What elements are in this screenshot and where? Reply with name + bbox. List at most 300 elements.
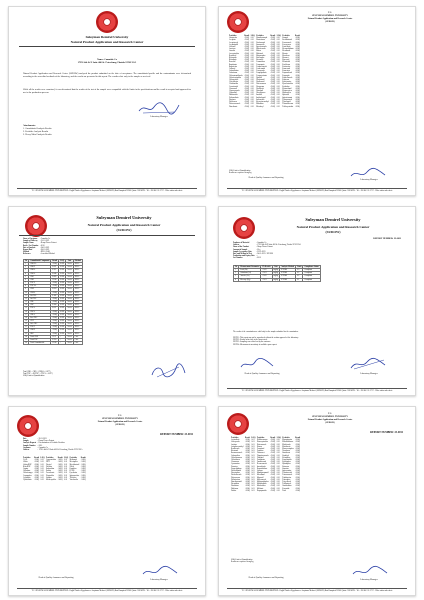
table-cell: Fenoxycarb bbox=[256, 70, 265, 73]
table-cell: 0.037 bbox=[51, 307, 59, 310]
table-cell: 0.01 bbox=[251, 459, 255, 462]
table-cell: Boscalid bbox=[229, 61, 236, 64]
table-cell: Triflumizole bbox=[282, 483, 292, 486]
table-row bbox=[23, 479, 87, 481]
table-cell: 0.01 bbox=[250, 41, 254, 44]
table-cell: <LOQ bbox=[244, 467, 250, 470]
table-cell: <LOQ bbox=[295, 474, 300, 477]
table-cell: Fenhexamid bbox=[256, 68, 266, 71]
table-cell: <LOQ bbox=[294, 105, 300, 108]
table-cell: 0.01 bbox=[276, 79, 280, 82]
table-cell: 0.046 bbox=[51, 272, 59, 275]
table-cell: <LOQ bbox=[244, 76, 249, 79]
column-header: Pesticides bbox=[46, 457, 54, 459]
table-cell: %w/w bbox=[67, 323, 72, 326]
table-cell: Coumaphos bbox=[23, 474, 32, 477]
table-cell: 0.005 bbox=[60, 316, 65, 319]
table-cell: <LOQ bbox=[244, 481, 250, 484]
university-seal-icon bbox=[96, 11, 118, 33]
table-cell: %w/w bbox=[67, 272, 72, 275]
table-cell: 0.01 bbox=[64, 461, 68, 464]
table-cell: <LOQ bbox=[244, 46, 249, 49]
table-cell: 0.005 bbox=[60, 313, 65, 316]
table-cell: 0.01 bbox=[276, 87, 280, 90]
table-cell: CBDP bbox=[29, 329, 51, 332]
table-cell: 0.005 bbox=[60, 301, 65, 304]
table-cell: Cyprodinil bbox=[229, 92, 237, 95]
table-cell: Calc. bbox=[73, 335, 82, 338]
table-cell: %w/w bbox=[67, 294, 72, 297]
table-cell: <LOQ bbox=[294, 92, 300, 95]
info-value: : 0010 bbox=[37, 444, 43, 447]
table-cell: <LOQ bbox=[80, 459, 86, 462]
table-cell: 0.005 bbox=[60, 304, 65, 307]
table-cell: <LOQ bbox=[295, 489, 300, 492]
table-cell: <LOQ bbox=[270, 59, 276, 62]
table-cell: <LOQ bbox=[244, 54, 249, 57]
table-cell: 0.085 bbox=[51, 275, 59, 278]
table-cell: 0.01 bbox=[251, 485, 255, 488]
table-cell: <LOQ bbox=[270, 485, 276, 488]
pesticide-table bbox=[229, 35, 301, 108]
info-value: : 23-11-2023 bbox=[256, 250, 266, 253]
column-header: Result bbox=[80, 457, 86, 459]
center-name: Natural Product Application and Research Center bbox=[296, 225, 370, 229]
lab-manager-signatory: Laboratory Manager bbox=[360, 373, 378, 375]
table-cell: <LOQ bbox=[270, 92, 276, 95]
table-cell: 0.312 bbox=[51, 269, 59, 272]
university-seal-icon bbox=[227, 413, 249, 435]
table-cell: Rotenone bbox=[282, 465, 290, 468]
table-cell: Metaflumizone bbox=[282, 441, 294, 444]
table-cell: 0.01 bbox=[250, 96, 254, 99]
table-cell: 18 bbox=[25, 316, 27, 319]
table-cell: mg/kg bbox=[273, 278, 279, 281]
info-value: : Determination of Pesticide Residues bbox=[37, 442, 65, 445]
table-cell: HPLC bbox=[73, 275, 82, 278]
table-cell: Deltamethrin bbox=[229, 96, 239, 99]
table-cell: <LOQ bbox=[295, 456, 300, 459]
table-cell: <LOQ bbox=[244, 489, 250, 492]
info-value: : Hemp Flower Extract bbox=[37, 440, 55, 443]
table-cell: 0.01 bbox=[251, 443, 255, 446]
table-cell: 0.01 bbox=[251, 450, 255, 453]
table-cell: <LOQ bbox=[270, 61, 276, 64]
table-cell: <LOQ bbox=[294, 74, 300, 77]
table-cell: 0.01 bbox=[251, 441, 255, 444]
table-cell: Trifloxystrobin bbox=[282, 105, 294, 108]
table-cell: Arsenic (As) bbox=[239, 275, 261, 278]
table-cell: Carbaryl bbox=[229, 68, 236, 71]
table-cell: 0.214 bbox=[51, 338, 59, 341]
table-cell: Flutolanil bbox=[256, 90, 264, 93]
table-cell: Prochloraz bbox=[282, 63, 291, 66]
table-cell: 0.2 bbox=[296, 275, 303, 278]
table-cell: 0.01 bbox=[276, 441, 280, 444]
table-cell: Fosthiazate bbox=[256, 459, 266, 462]
table-cell: <LOQ bbox=[295, 463, 300, 466]
table-cell: Calc. bbox=[73, 338, 82, 341]
table-cell: Penconazole bbox=[282, 41, 292, 44]
table-cell: 0.01 bbox=[276, 445, 280, 448]
table-cell: Ethirimol bbox=[256, 52, 264, 55]
table-cell: Propamocarb bbox=[282, 72, 292, 75]
report-page-5-pesticides bbox=[8, 406, 206, 596]
table-cell: Dichlorvos bbox=[229, 101, 237, 104]
table-cell: <LOQ bbox=[244, 474, 250, 477]
table-cell: 0.018 bbox=[51, 288, 59, 291]
table-cell: %w/w bbox=[67, 288, 72, 291]
table-cell: <LOQ bbox=[270, 63, 276, 66]
table-cell: Atrazine bbox=[229, 50, 236, 53]
table-cell: 0.01 bbox=[250, 90, 254, 93]
table-cell: 13.84 bbox=[51, 342, 59, 345]
table-cell: <LOQ bbox=[295, 485, 300, 488]
table-cell: CBCA bbox=[29, 310, 51, 313]
table-cell: <LOQ bbox=[294, 59, 300, 62]
table-cell: Diniconazole bbox=[256, 443, 267, 446]
table-cell: <LOQ bbox=[295, 459, 300, 462]
table-cell: <LOQ bbox=[270, 476, 276, 479]
table-cell: HPLC bbox=[73, 316, 82, 319]
table-cell: HPLC bbox=[73, 329, 82, 332]
table-cell: Imidacloprid bbox=[256, 96, 266, 99]
info-label: Date bbox=[23, 438, 27, 440]
table-cell: HPLC bbox=[73, 313, 82, 316]
table-cell: <LOQ bbox=[270, 487, 276, 490]
header-divider bbox=[19, 235, 195, 236]
info-label: Sample bbox=[23, 440, 29, 443]
table-cell: 0.01 bbox=[276, 46, 280, 49]
table-cell: %w/w bbox=[67, 275, 72, 278]
table-cell: 0.01 bbox=[276, 96, 280, 99]
table-cell: 0.005 bbox=[60, 278, 65, 281]
table-cell: <LOQ bbox=[270, 456, 276, 459]
table-cell: Methidathion bbox=[256, 483, 267, 486]
table-cell: 0.01 bbox=[64, 470, 68, 473]
table-cell: <LOQ bbox=[244, 39, 249, 42]
table-cell: Ethiofencarb bbox=[256, 48, 266, 51]
table-cell: 19 bbox=[25, 319, 27, 322]
table-cell: <LOQ bbox=[52, 297, 57, 300]
table-cell: <LOQ bbox=[270, 94, 276, 97]
table-cell: 0.01 bbox=[251, 474, 255, 477]
table-cell: <LOQ bbox=[244, 441, 250, 444]
table-cell: <LOQ bbox=[270, 52, 276, 55]
table-cell: %w/w bbox=[67, 329, 72, 332]
table-cell: Malathion bbox=[256, 103, 264, 106]
table-cell: Fenbuconazole bbox=[256, 65, 268, 68]
column-header: Result bbox=[294, 35, 300, 37]
tc-label: T.C. bbox=[328, 413, 332, 415]
table-cell: <LOQ bbox=[244, 52, 249, 55]
table-cell: Pyrethrins bbox=[69, 472, 77, 475]
table-cell: <LOQ bbox=[295, 441, 300, 444]
table-cell: Kresoxim-methyl bbox=[256, 101, 269, 104]
table-cell: 23 bbox=[25, 332, 27, 335]
table-cell: 21 bbox=[25, 326, 27, 329]
table-cell: <LOQ bbox=[80, 479, 86, 482]
table-cell: <LOQ bbox=[270, 454, 276, 457]
table-cell: 0.01 bbox=[64, 479, 68, 482]
university-name: SÜLEYMAN DEMİREL ÜNIVERSITY bbox=[312, 15, 348, 17]
table-cell: Cadmium (Cd) bbox=[239, 272, 261, 275]
table-cell: <LOQ bbox=[244, 98, 249, 101]
column-header: LOQ bbox=[60, 260, 65, 262]
table-cell: Lead (Pb) bbox=[239, 269, 261, 272]
table-cell: Tetraconazole bbox=[282, 474, 293, 477]
table-cell: Dimethoate bbox=[229, 105, 238, 108]
table-cell: Methomyl bbox=[69, 459, 78, 462]
table-cell: 0.1 bbox=[296, 278, 303, 281]
table-cell: HPLC bbox=[73, 297, 82, 300]
table-cell: 0.01 bbox=[64, 459, 68, 462]
table-cell: - bbox=[59, 335, 66, 338]
column-header: Result bbox=[270, 35, 276, 37]
table-cell: 0.01 bbox=[251, 454, 255, 457]
table-cell: Diuron bbox=[256, 445, 262, 448]
table-cell: %w/w bbox=[67, 282, 72, 285]
university-name: SÜLEYMAN DEMİREL ÜNIVERSITY bbox=[312, 416, 348, 418]
table-cell: <LOQ bbox=[80, 465, 86, 468]
table-cell: Chlorfluazuron bbox=[231, 456, 242, 459]
table-row bbox=[231, 490, 302, 492]
table-cell: 0.01 bbox=[40, 474, 44, 477]
table-cell: THCVA bbox=[29, 285, 51, 288]
table-cell: 25 bbox=[25, 338, 27, 341]
university-seal-icon bbox=[227, 11, 249, 33]
table-cell: <LOQ bbox=[34, 476, 39, 479]
table-cell: Quinoxyfen bbox=[282, 92, 291, 95]
table-cell: Tebufenozide bbox=[282, 472, 293, 475]
table-cell: 0.01 bbox=[40, 479, 44, 482]
table-cell: 0.01 bbox=[250, 81, 254, 84]
table-cell: Etoxazole bbox=[256, 59, 264, 62]
info-value: : Cannabis Co bbox=[37, 446, 48, 449]
table-cell: 0.005 bbox=[60, 282, 65, 285]
table-cell: 9 bbox=[24, 288, 29, 291]
table-cell: %w/w bbox=[67, 313, 72, 316]
table-cell: 0.01 bbox=[276, 81, 280, 84]
table-cell: Hexythiazox bbox=[256, 92, 266, 95]
table-cell: <LOQ bbox=[295, 448, 300, 451]
table-cell: Vinclozolin bbox=[69, 479, 78, 482]
table-cell: 0.01 bbox=[250, 72, 254, 75]
table-cell: <LOQ bbox=[270, 72, 276, 75]
table-note: LOQ: Limit of Quantification bbox=[23, 375, 45, 378]
table-cell: %w/w bbox=[67, 326, 72, 329]
table-cell: <LOQ bbox=[244, 50, 249, 53]
table-cell: <LOQ bbox=[295, 470, 300, 473]
table-cell: 0.01 bbox=[276, 94, 280, 97]
table-cell: Δ8-THC bbox=[29, 297, 51, 300]
table-cell: Pyridaben bbox=[282, 85, 290, 88]
table-cell: 0.264 bbox=[51, 304, 59, 307]
table-cell: Mevinphos bbox=[69, 461, 78, 464]
table-cell: HPLC bbox=[73, 269, 82, 272]
table-cell: <LOQ bbox=[270, 87, 276, 90]
table-cell: 0.005 bbox=[60, 307, 65, 310]
table-cell: 0.01 bbox=[251, 470, 255, 473]
table-cell: 0.01 bbox=[276, 83, 280, 86]
table-cell: 0.01 bbox=[251, 452, 255, 455]
table-cell: 0.01 bbox=[276, 470, 280, 473]
info-value: : - bbox=[256, 255, 258, 258]
table-cell: <LOQ bbox=[244, 48, 249, 51]
table-cell: Fenpropathrin bbox=[256, 72, 267, 75]
table-cell: 0.01 bbox=[250, 43, 254, 46]
table-cell: <LOQ bbox=[295, 461, 300, 464]
table-cell: <LOQ bbox=[244, 96, 249, 99]
table-cell: 0.01 bbox=[250, 50, 254, 53]
report-note: NOTE 1: This report may not be reproduced without the written approval of the laboratory. bbox=[233, 337, 299, 339]
table-cell: Pirimiphos bbox=[282, 456, 291, 459]
table-cell: Quinalphos bbox=[282, 463, 291, 466]
table-cell: Chlorantraniliprole bbox=[229, 74, 243, 77]
table-cell: <LOQ bbox=[270, 465, 276, 468]
table-cell: 0.01 bbox=[40, 470, 44, 473]
column-header: Pesticides bbox=[256, 35, 264, 37]
table-cell: <LOQ bbox=[244, 68, 249, 71]
table-cell: 0.01 bbox=[276, 448, 280, 451]
table-cell: <LOQ bbox=[80, 476, 86, 479]
table-cell: 0.021 bbox=[51, 266, 59, 269]
table-cell: 0.01 bbox=[276, 454, 280, 457]
table-cell: <LOQ bbox=[270, 483, 276, 486]
table-cell: Emamectin bbox=[256, 43, 265, 46]
table-cell: HPLC bbox=[73, 291, 82, 294]
table-cell: 0.01 bbox=[250, 52, 254, 55]
column-header: Cannabinoid Compound bbox=[30, 260, 50, 262]
table-cell: 0.01 bbox=[276, 52, 280, 55]
table-cell: HPLC bbox=[73, 332, 82, 335]
table-cell: Fenazaquin bbox=[256, 63, 265, 66]
table-cell: 0.01 bbox=[276, 57, 280, 60]
table-cell: Monocrotophos bbox=[282, 448, 294, 451]
table-cell: HPLC bbox=[73, 272, 82, 275]
table-cell: 0.01 bbox=[276, 483, 280, 486]
table-cell: 7 bbox=[24, 282, 29, 285]
report-number: REPORT NUMBER: 23-0011 bbox=[370, 431, 403, 434]
table-cell: <LOQ bbox=[295, 439, 300, 442]
table-cell: 0.01 bbox=[251, 483, 255, 486]
signature-icon bbox=[137, 101, 181, 115]
table-cell: Promecarb bbox=[282, 68, 291, 71]
report-page-3-cannabinoids bbox=[8, 206, 206, 396]
table-cell: 0.01 bbox=[276, 467, 280, 470]
table-cell: <LOQ bbox=[294, 103, 300, 106]
table-cell: Pyraclostrobin bbox=[282, 83, 293, 86]
table-cell: ICP-MS bbox=[280, 272, 296, 275]
table-cell: <LOQ bbox=[270, 41, 276, 44]
table-cell: Triazophos bbox=[282, 478, 291, 481]
attachment-item: 3. Heavy Metal Analysis Results bbox=[23, 134, 52, 136]
table-cell: Dieldrin bbox=[46, 465, 52, 468]
report-number: REPORT NUMBER: 23-0011 bbox=[160, 433, 193, 436]
column-header: Pesticides bbox=[231, 437, 239, 439]
center-name: Natural Product Application and Research Center bbox=[307, 419, 353, 421]
column-header: Pesticides bbox=[69, 457, 78, 459]
table-cell: mg/kg bbox=[273, 269, 279, 272]
table-cell: Abamectin bbox=[229, 37, 237, 40]
letter-paragraph-2: While all the results were examined, it was determined that the results of the test of the sample were compatible with the limits in the specifications and the result is accepted and approved for use in the production process. bbox=[23, 89, 191, 94]
table-cell: <0.01 bbox=[261, 272, 272, 275]
attachment-item: 1. Cannabinoid Analysis Results bbox=[23, 128, 52, 130]
table-cell: <LOQ bbox=[52, 332, 57, 335]
table-cell: Triadimefon bbox=[282, 476, 292, 479]
table-cell: <LOQ bbox=[295, 450, 300, 453]
table-cell: 0.01 bbox=[276, 43, 280, 46]
table-cell: <LOQ bbox=[295, 443, 300, 446]
column-header: Pb Results bbox=[262, 266, 271, 268]
table-cell: Carbendazim bbox=[229, 70, 239, 73]
table-cell: Flutriafol bbox=[256, 456, 264, 459]
table-cell: Flonicamid bbox=[256, 79, 265, 82]
table-cell: Amitraz bbox=[231, 443, 237, 446]
table-cell: Cyromazine bbox=[231, 463, 240, 466]
table-cell: Compliant bbox=[303, 278, 320, 281]
table-cell: <LOQ bbox=[244, 450, 250, 453]
table-cell: 13 bbox=[25, 301, 27, 304]
table-cell: Azinphos-methyl bbox=[231, 445, 244, 448]
table-cell: Vamidothion bbox=[282, 485, 292, 488]
center-name: Natural Product Application and Research Center bbox=[97, 421, 143, 423]
table-cell: CBT bbox=[29, 319, 51, 322]
table-cell: Mercury (Hg) bbox=[239, 278, 261, 281]
table-row bbox=[229, 106, 301, 108]
table-cell: 0.01 bbox=[250, 63, 254, 66]
table-cell: <LOQ bbox=[244, 65, 249, 68]
info-label: Lot Number bbox=[233, 257, 243, 260]
table-cell: Dioxathion bbox=[231, 483, 240, 486]
table-cell: 0.01 bbox=[276, 63, 280, 66]
info-value: : Hemp Flower Extract bbox=[256, 246, 273, 249]
table-cell: Novaluron bbox=[282, 450, 290, 453]
info-value: : 0010 bbox=[39, 244, 45, 247]
table-cell: Thiamethoxam bbox=[282, 103, 294, 106]
table-cell: <LOQ bbox=[294, 65, 300, 68]
table-cell: <LOQ bbox=[52, 316, 57, 319]
table-cell: 24 bbox=[25, 335, 27, 338]
pesticide-table bbox=[23, 457, 87, 481]
report-number: REPORT NUMBER: 23-0011 bbox=[373, 238, 401, 240]
table-cell: 0.01 bbox=[250, 92, 254, 95]
table-cell: Myclobutanil bbox=[69, 463, 80, 466]
addressee-address: 17951 4th St N Suite 400 St. Petersburg, Florida 33702 USA bbox=[77, 62, 137, 64]
table-cell: 0.005 bbox=[60, 266, 65, 269]
table-cell: <LOQ bbox=[294, 90, 300, 93]
table-cell: Hexaconazole bbox=[256, 463, 268, 466]
table-cell: <LOQ bbox=[294, 61, 300, 64]
table-cell: <LOQ bbox=[270, 481, 276, 484]
table-cell: Phosmet bbox=[282, 57, 289, 60]
table-cell: 20 bbox=[25, 323, 27, 326]
table-cell: 0.01 bbox=[251, 476, 255, 479]
table-cell: Desmedipham bbox=[231, 467, 242, 470]
table-cell: 0.005 bbox=[60, 326, 65, 329]
column-header: Result bbox=[244, 437, 250, 439]
table-cell: <LOQ bbox=[270, 489, 276, 492]
table-cell: <LOQ bbox=[270, 83, 276, 86]
table-cell: 0.01 bbox=[276, 65, 280, 68]
table-cell: 0.01 bbox=[40, 463, 44, 466]
table-cell: 0.01 bbox=[276, 478, 280, 481]
table-cell: <LOQ bbox=[57, 472, 63, 475]
table-cell: <LOQ bbox=[294, 76, 300, 79]
header-divider bbox=[19, 46, 195, 47]
table-cell: mg/kg bbox=[273, 275, 279, 278]
table-cell: 0.01 bbox=[276, 456, 280, 459]
